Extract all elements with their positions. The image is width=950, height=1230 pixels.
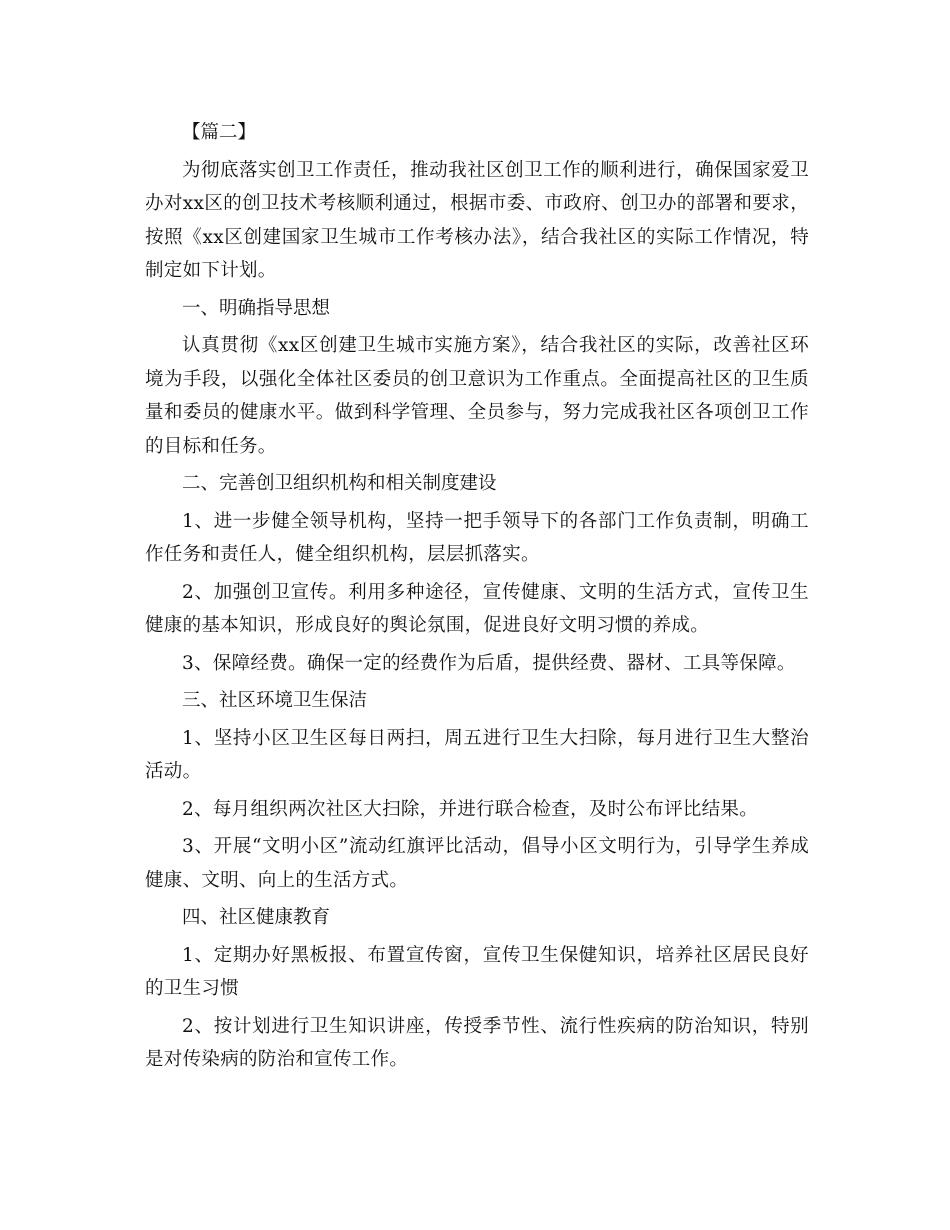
heading-guiding-thought: 一、明确指导思想 (182, 297, 331, 319)
organization-item-1: 1、进一步健全领导机构，坚持一把手领导下的各部门工作负责制，明确工作任务和责任人，健全组织机构，层层抓落实。 (145, 510, 809, 565)
organization-item-3: 3、保障经费。确保一定的经费作为后盾，提供经费、器材、工具等保障。 (182, 652, 796, 674)
heading-health-education: 四、社区健康教育 (182, 907, 331, 928)
environment-item-2: 2、每月组织两次社区大扫除，并进行联合检查，及时公布评比结果。 (182, 798, 759, 820)
organization-item-2: 2、加强创卫宣传。利用多种途径，宣传健康、文明的生活方式，宣传卫生健康的基本知识，形成良好的舆论氛围，促进良好文明习惯的养成。 (145, 581, 809, 636)
document-body (145, 116, 809, 1081)
section-title: 【篇二】 (182, 122, 257, 143)
health-education-item-1: 1、定期办好黑板报、布置宣传窗，宣传卫生保健知识，培养社区居民良好的卫生习惯 (145, 944, 809, 999)
guiding-thought-paragraph: 认真贯彻《xx区创建卫生城市实施方案》，结合我社区的实际，改善社区环境为手段，以强化全体社区委员的创卫意识为工作重点。全面提高社区的卫生质量和委员的健康水平。做到科学管理、全员参与，努力完成我社区各项创卫工作的目标和任务。 (145, 335, 809, 457)
intro-paragraph: 为彻底落实创卫工作责任，推动我社区创卫工作的顺利进行，确保国家爱卫办对xx区的创卫技术考核顺利通过，根据市委、市政府、创卫办的部署和要求，按照《xx区创建国家卫生城市工作考核办法》，结合我社区的实际工作情况，特制定如下计划。 (145, 159, 809, 281)
heading-environment: 三、社区环境卫生保洁 (182, 690, 368, 711)
health-education-item-2: 2、按计划进行卫生知识讲座，传授季节性、流行性疾病的防治知识，特别是对传染病的防治和宣传工作。 (145, 1015, 809, 1070)
environment-item-1: 1、坚持小区卫生区每日两扫，周五进行卫生大扫除，每月进行卫生大整治活动。 (145, 727, 809, 782)
heading-organization: 二、完善创卫组织机构和相关制度建设 (182, 473, 497, 494)
environment-item-3: 3、开展“文明小区”流动红旗评比活动，倡导小区文明行为，引导学生养成健康、文明、向上的生活方式。 (145, 836, 809, 891)
